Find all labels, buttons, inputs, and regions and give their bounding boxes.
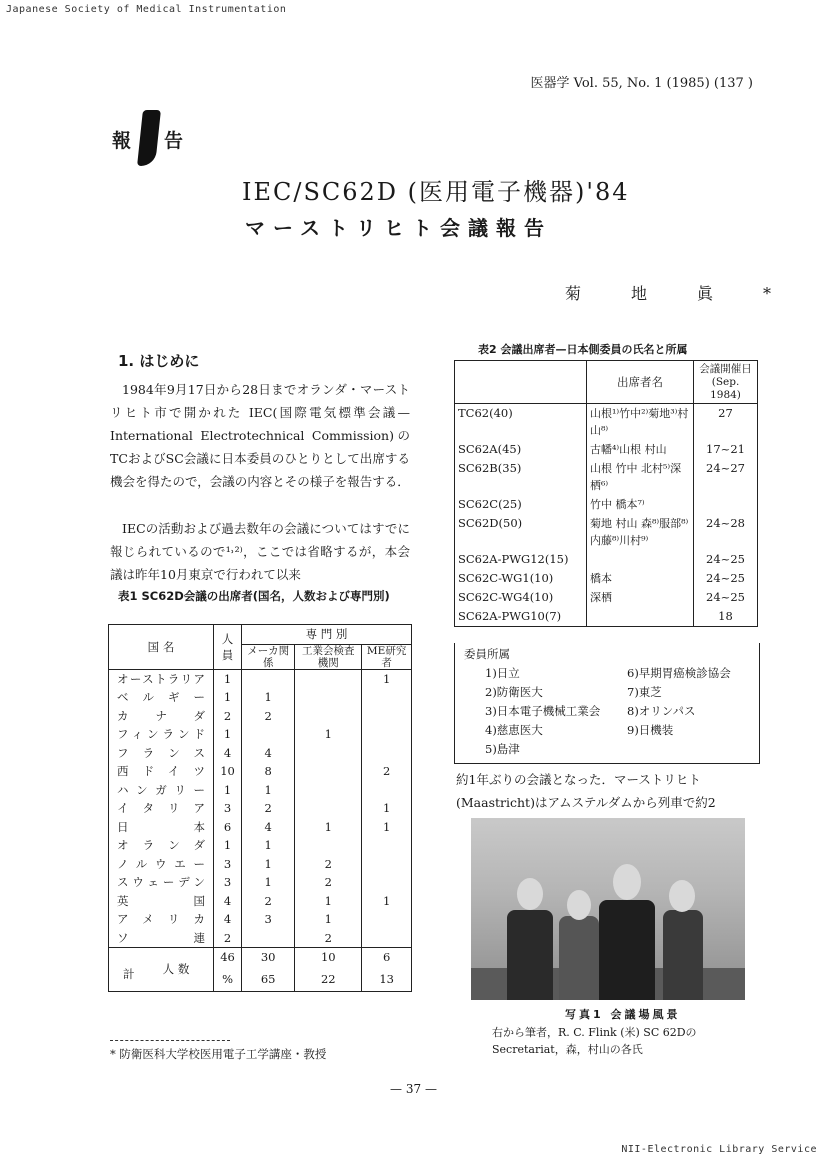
t2-cell-d: 24~28	[706, 516, 745, 530]
t1-cell-i	[295, 688, 362, 707]
t1-cell-m: 4	[242, 818, 295, 837]
t1-cell-i: 1	[295, 725, 362, 744]
table-row	[455, 440, 758, 459]
footnote-rule	[110, 1040, 230, 1041]
t1-cell-i: 2	[295, 873, 362, 892]
paragraph-2: IECの活動および過去数年の会議についてはすでに報じられているので¹˒²⁾，ここでは省略するが，本会議は昨年10月東京で行われて以来	[110, 521, 410, 582]
table-row	[109, 669, 412, 688]
table-row	[109, 688, 412, 707]
t1-cell-n: 1	[214, 781, 242, 800]
table-row	[109, 929, 412, 948]
t1-cell-n: 6	[214, 818, 242, 837]
t1-cell-c: カナダ	[109, 707, 214, 726]
t1-cell-e	[362, 836, 412, 855]
t1-total-label: 計	[123, 967, 135, 981]
affiliation-item: 3)日本電子機械工業会	[485, 704, 601, 718]
t1-cell-n: 2	[214, 707, 242, 726]
t1-cell-m: 1	[242, 873, 295, 892]
t2-cell-c: SC62C(25)	[455, 495, 587, 514]
t2-cell-n: 竹中 橋本⁷⁾	[587, 495, 694, 514]
table2	[454, 360, 758, 627]
t1-cell-m	[242, 725, 295, 744]
t1-cell-i: 1	[295, 892, 362, 911]
t2-cell-c: SC62A-PWG10(7)	[455, 607, 587, 627]
t1-cell-e: 2	[382, 764, 391, 779]
society-header: Japanese Society of Medical Instrumentation	[6, 4, 287, 15]
t1-cell-m: 1	[242, 836, 295, 855]
t2-cell-c: SC62A(45)	[455, 440, 587, 459]
t2-cell-c: SC62D(50)	[455, 514, 587, 550]
t1-cell-n: 3	[214, 799, 242, 818]
t1-header-num: 人員	[214, 625, 242, 670]
t1-cell-m: 1	[242, 688, 295, 707]
t1-cell-i: 2	[295, 855, 362, 874]
t2-cell-c: SC62A-PWG12(15)	[455, 550, 587, 569]
t1-pct-label: %	[214, 967, 242, 992]
journal-citation: 医器学 Vol. 55, No. 1 (1985) (137 )	[530, 76, 753, 91]
table-row	[455, 607, 758, 627]
t1-cell-n: 4	[214, 744, 242, 763]
affiliation-item: 9)日機装	[627, 723, 674, 737]
t1-cell-c: スウェーデン	[109, 873, 214, 892]
t1-cell-i	[295, 836, 362, 855]
t1-cell-n: 1	[214, 725, 242, 744]
table-row	[455, 550, 758, 569]
t1-total-i: 10	[295, 948, 362, 967]
table-row	[109, 707, 412, 726]
t1-cell-m: 1	[242, 855, 295, 874]
t1-total-e: 6	[362, 948, 412, 967]
t2-cell-d: 27	[718, 406, 733, 420]
t2-header-name: 出席者名	[587, 361, 694, 404]
t2-cell-c: SC62C-WG4(10)	[455, 588, 587, 607]
t1-cell-c: 日本	[109, 818, 214, 837]
t1-cell-e: 1	[382, 801, 391, 816]
t2-cell-n	[587, 607, 694, 627]
t2-cell-d: 17~21	[706, 442, 745, 456]
conference-photo	[471, 818, 745, 1000]
t2-cell-d	[694, 495, 758, 514]
t2-cell-n: 古幡⁴⁾山根 村山	[587, 440, 694, 459]
t1-cell-i: 2	[295, 929, 362, 948]
t1-cell-e	[362, 910, 412, 929]
t1-cell-e	[362, 707, 412, 726]
t2-cell-c: TC62(40)	[455, 404, 587, 441]
t2-cell-c: SC62C-WG1(10)	[455, 569, 587, 588]
table-row	[455, 459, 758, 495]
t1-cell-c: 西ドイツ	[109, 762, 214, 781]
t1-cell-i: 1	[295, 910, 362, 929]
t1-cell-n: 3	[214, 873, 242, 892]
t2-header-empty	[455, 361, 587, 404]
footnote: * 防衛医科大学校医用電子工学講座・教授	[110, 1047, 327, 1061]
table-row	[109, 799, 412, 818]
report-label-char1: 報	[112, 130, 132, 152]
t1-cell-m: 2	[242, 892, 295, 911]
article-title: IEC/SC62D (医用電子機器)'84	[242, 178, 630, 206]
t2-cell-n	[587, 550, 694, 569]
t1-cell-c: ソ連	[109, 929, 214, 948]
table-row	[109, 744, 412, 763]
paragraph-3: 約1年ぶりの会議となった．マーストリヒト(Maastricht)はアムステルダムから列車で約2	[456, 772, 716, 810]
t1-cell-m	[242, 929, 295, 948]
t1-cell-n: 1	[214, 688, 242, 707]
t1-cell-e	[362, 744, 412, 763]
t1-cell-i	[295, 707, 362, 726]
t1-cell-e	[362, 688, 412, 707]
affiliation-item: 5)島津	[485, 742, 520, 756]
t2-cell-n: 山根¹⁾竹中²⁾菊地³⁾村山⁸⁾	[587, 404, 694, 441]
t1-cell-c: フランス	[109, 744, 214, 763]
t2-cell-d: 18	[718, 609, 733, 623]
t1-header-inspection: 工業会検査機関	[295, 644, 362, 669]
t2-cell-n: 菊地 村山 森⁸⁾服部⁸⁾内藤⁸⁾川村⁹⁾	[587, 514, 694, 550]
table2-caption: 表2 会議出席者—日本側委員の氏名と所属	[478, 343, 688, 356]
affiliation-item: 6)早期胃癌検診協会	[627, 666, 731, 680]
t1-cell-n: 4	[214, 892, 242, 911]
t1-cell-c: イタリア	[109, 799, 214, 818]
table-row	[455, 495, 758, 514]
t1-cell-c: ノルウエー	[109, 855, 214, 874]
t1-header-me: ME研究者	[362, 644, 412, 669]
t1-cell-n: 2	[214, 929, 242, 948]
t1-cell-m: 1	[242, 781, 295, 800]
t1-cell-e	[362, 929, 412, 948]
table2-affiliations	[454, 643, 760, 764]
t1-cell-n: 1	[214, 669, 242, 688]
table-row	[455, 514, 758, 550]
author: 菊地眞*	[565, 284, 822, 303]
t1-cell-c: アメリカ	[109, 910, 214, 929]
t1-total-m: 30	[242, 948, 295, 967]
t1-cell-m: 2	[242, 707, 295, 726]
t1-cell-i	[295, 762, 362, 781]
t1-cell-m: 2	[242, 799, 295, 818]
t2-header-date: 会議開催日(Sep. 1984)	[694, 361, 758, 404]
t1-cell-i	[295, 781, 362, 800]
t1-cell-c: オランダ	[109, 836, 214, 855]
report-label	[112, 108, 194, 168]
t1-cell-c: オーストラリア	[109, 669, 214, 688]
t1-cell-c: 英国	[109, 892, 214, 911]
t2-cell-n: 山根 竹中 北村⁵⁾深栖⁶⁾	[587, 459, 694, 495]
t1-cell-e: 1	[382, 671, 391, 686]
table-row	[455, 569, 758, 588]
table1	[108, 624, 412, 992]
table1-caption: 表1 SC62D会議の出席者(国名，人数および専門別)	[118, 589, 390, 603]
table-row	[109, 910, 412, 929]
t1-cell-m: 4	[242, 744, 295, 763]
affiliation-item: 7)東芝	[627, 685, 662, 699]
table-row	[455, 404, 758, 441]
table-row	[109, 855, 412, 874]
t1-cell-i	[295, 669, 362, 688]
t1-pct-m: 65	[242, 967, 295, 992]
t1-total-num-label: 人 数	[162, 962, 190, 977]
article-subtitle: マーストリヒト会議報告	[245, 216, 552, 240]
affiliations-title: 委員所属	[464, 647, 510, 661]
t1-total-n: 46	[214, 948, 242, 967]
table-row	[109, 725, 412, 744]
t2-cell-d: 24~25	[706, 552, 745, 566]
table-row	[109, 836, 412, 855]
table-row	[109, 762, 412, 781]
t2-cell-n: 橋本	[587, 569, 694, 588]
t1-cell-c: ハンガリー	[109, 781, 214, 800]
t1-header-maker: メーカ関 係	[242, 644, 295, 669]
section-heading: 1. はじめに	[118, 352, 200, 370]
t1-cell-i: 1	[295, 818, 362, 837]
t1-cell-e	[362, 781, 412, 800]
t1-cell-n: 1	[214, 836, 242, 855]
t1-pct-e: 13	[379, 971, 394, 986]
affiliation-item: 8)オリンパス	[627, 704, 696, 718]
t2-cell-n: 深栖	[587, 588, 694, 607]
t1-cell-n: 3	[214, 855, 242, 874]
t1-total-cell	[109, 948, 214, 992]
library-footer: NII-Electronic Library Service	[621, 1144, 817, 1155]
t1-cell-m: 8	[242, 762, 295, 781]
t1-cell-i	[295, 744, 362, 763]
t1-cell-e	[362, 855, 412, 874]
t1-cell-i	[295, 799, 362, 818]
table-row	[109, 781, 412, 800]
paragraph-1: 1984年9月17日から28日までオランダ・マーストリヒト市で開かれた IEC(国際電気標準会議—International Electrotechnical Commission)のTCおよびSC会議に日本委員のひとりとして出席する機会を得たので，会議の内容とその様子を報告する．	[110, 382, 410, 489]
photo-caption-detail: 右から筆者，R. C. Flink (米) SC 62Dの Secretariat，森，村山の各氏	[492, 1026, 697, 1056]
t1-cell-m: 3	[242, 910, 295, 929]
t1-header-country: 国 名	[109, 625, 214, 670]
t2-cell-d: 24~25	[706, 590, 745, 604]
affiliation-item: 1)日立	[485, 666, 520, 680]
t1-cell-n: 10	[214, 762, 242, 781]
t1-pct-i: 22	[295, 967, 362, 992]
t1-cell-n: 4	[214, 910, 242, 929]
photo-caption: 写真1 会議場風景	[565, 1008, 681, 1021]
page-number: — 37 —	[390, 1082, 437, 1096]
t1-cell-e: 1	[382, 893, 391, 908]
t1-cell-c: ベルギー	[109, 688, 214, 707]
t1-cell-c: フィンランド	[109, 725, 214, 744]
t1-cell-e	[362, 873, 412, 892]
table-row	[455, 588, 758, 607]
report-label-char2: 告	[164, 130, 184, 152]
table-row	[109, 873, 412, 892]
t1-cell-e: 1	[382, 819, 391, 834]
table-row	[109, 892, 412, 911]
t1-cell-m	[242, 669, 295, 688]
t1-header-spec: 専 門 別	[242, 625, 412, 645]
t2-cell-c: SC62B(35)	[455, 459, 587, 495]
t2-cell-d: 24~25	[706, 571, 745, 585]
affiliation-item: 4)慈恵医大	[485, 723, 543, 737]
t2-cell-d: 24~27	[706, 461, 745, 475]
report-mark-icon	[137, 110, 161, 166]
affiliation-item: 2)防衛医大	[485, 685, 543, 699]
t1-cell-e	[362, 725, 412, 744]
table-row	[109, 818, 412, 837]
